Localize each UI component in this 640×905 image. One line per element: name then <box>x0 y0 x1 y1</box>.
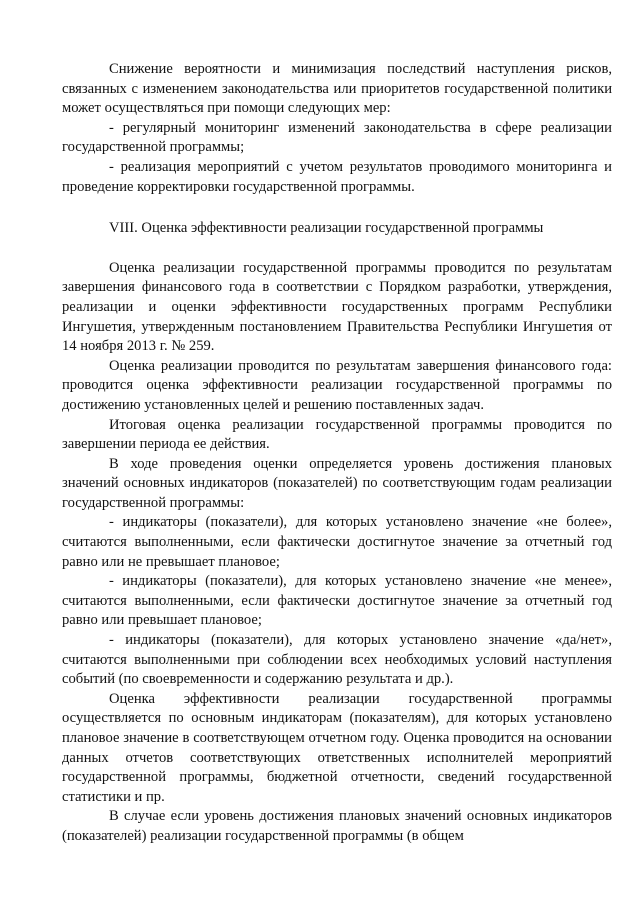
bullet-not-more: - индикаторы (показатели), для которых установлено значение «не более», считаются выполненными, если фактически достигнутое значение за отчетный год равно или не превышает плановое; <box>62 514 612 570</box>
paragraph-achievement-level: В случае если уровень достижения плановых значений основных индикаторов (показателей) реализации государственной программы (в общем <box>62 808 612 844</box>
paragraph-indicator-levels: В ходе проведения оценки определяется уровень достижения плановых значений основных индикаторов (показателей) по соответствующим годам реализации государственной программы: <box>62 455 612 511</box>
bullet-program-adjustment: - реализация мероприятий с учетом результатов проводимого мониторинга и проведение корректировки государственной программы. <box>62 158 612 195</box>
paragraph-efficiency-evaluation: Оценка эффективности реализации государственной программы осуществляется по основным индикаторам (показателям), для которых установлено плановое значение в соответствующем отчетном году. Оценка проводится на основании данных отчетов соответствующих ответственных исполнителей мероприятий государственной программы, бюджетной отчетности, сведений государственной статистики и пр. <box>62 690 612 805</box>
section-heading: VIII. Оценка эффективности реализации государственной программы <box>109 220 544 237</box>
paragraph-final-evaluation: Итоговая оценка реализации государственной программы проводится по завершении периода ее действия. <box>62 416 612 453</box>
paragraph-evaluation-procedure: Оценка реализации государственной программы проводится по результатам завершения финансового года в соответствии с Порядком разработки, утверждения, реализации и оценки эффективности государственных программ Республики Ингушетия, утвержденным постановлением Правительства Республики Ингушетия от 14 ноября 2013 г. № 259. <box>62 259 612 355</box>
bullet-yes-no: - индикаторы (показатели), для которых установлено значение «да/нет», считаются выполненными при соблюдении всех необходимых условий наступления событий (по своевременности и содержанию результата и др.). <box>62 632 612 688</box>
spacer <box>62 239 612 259</box>
document-page <box>62 60 612 847</box>
spacer <box>62 197 612 219</box>
paragraph-annual-evaluation: Оценка реализации проводится по результатам завершения финансового года: проводится оценка эффективности реализации государственной программы по достижению установленных целей и решению поставленных задач. <box>62 357 612 413</box>
bullet-legislation-monitoring: - регулярный мониторинг изменений законодательства в сфере реализации государственной программы; <box>62 119 612 156</box>
paragraph-risk-measures: Снижение вероятности и минимизация последствий наступления рисков, связанных с изменением законодательства или приоритетов государственной политики может осуществляться при помощи следующих мер: <box>62 61 612 117</box>
bullet-not-less: - индикаторы (показатели), для которых установлено значение «не менее», считаются выполненными, если фактически достигнутое значение за отчетный год равно или превышает плановое; <box>62 573 612 629</box>
